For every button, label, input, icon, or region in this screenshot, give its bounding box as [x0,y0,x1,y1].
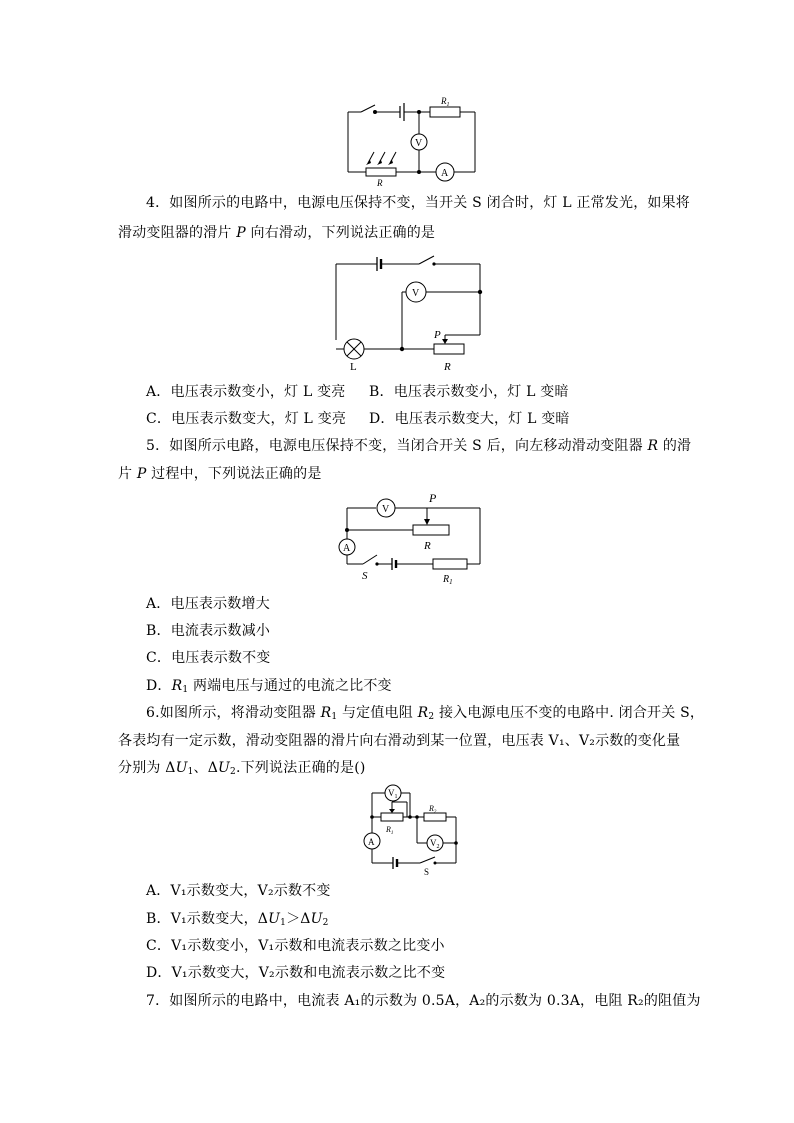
q6-r2-label: $R_2$ [429,804,437,815]
q5-p-label: P [429,491,437,505]
q4-p-label: P [434,329,441,341]
q5-option-c: C．电压表示数不变 [146,650,271,666]
q6-switch-label: S [424,867,430,876]
q6-stem-line1: 6.如图所示，将滑动变阻器 $R_1$ 与定值电阻 $R_2$ 接入电源电压不变的电路中. 闭合开关 S， [146,705,705,722]
q5-voltmeter-label: V [382,504,390,515]
q4-voltmeter-label: V [412,288,420,299]
q6-option-c: C．V₁示数变小，V₁示数和电流表示数之比变小 [146,938,445,954]
fig1-r1-label: $R_1$ [441,96,450,108]
circuit-figure-q5 [335,488,487,584]
q6-stem-line3: 分别为 $\Delta U_1$、$\Delta U_2$.下列说法正确的是() [118,760,366,777]
q7-stem-line1: 7．如图所示的电路中，电流表 A₁的示数为 0.5A，A₂的示数为 0.3A，电阻 R₂的阻值为 [146,993,701,1009]
q4-option-b: B．电压表示数变小，灯 L 变暗 [369,384,569,400]
q4-r-label: R [444,361,451,373]
circuit-figure-q6 [357,780,465,876]
q6-v2-label: $V_2$ [430,838,440,850]
fig1-voltmeter-label: V [415,138,423,149]
q6-option-d: D．V₁示数变大，V₂示数和电流表示数之比不变 [146,965,446,981]
q6-option-b: B．V₁示数变大，$\Delta U_1>\Delta U_2$ [146,911,329,928]
q6-option-a: A．V₁示数变大，V₂示数不变 [146,883,331,899]
q4-option-d: D．电压表示数变大，灯 L 变暗 [369,411,570,427]
q5-r-label: R [424,540,431,552]
q5-stem-line1: 5．如图所示电路，电源电压保持不变，当闭合开关 S 后，向左移动滑动变阻器 R 的滑 [146,438,692,454]
circuit-figure-1 [344,94,480,186]
q5-option-a: A．电压表示数增大 [146,596,270,612]
q5-option-d: D．$R_1$ 两端电压与通过的电流之比不变 [146,678,392,695]
circuit-figure-q4 [330,252,490,374]
q5-ammeter-label: A [343,543,351,554]
q4-option-c: C．电压表示数变大，灯 L 变亮 [146,411,347,427]
q4-option-a: A．电压表示数变小，灯 L 变亮 [146,384,346,400]
q4-stem-line1: 4．如图所示的电路中，电源电压保持不变，当开关 S 闭合时，灯 L 正常发光，如果将 [146,195,690,211]
q4-lamp-label: L [350,361,357,373]
q6-ammeter-label: A [368,837,375,847]
q5-r1-label: $R_1$ [443,574,453,584]
fig1-ammeter-label: A [441,168,449,179]
q6-r1-label: $R_1$ [386,825,394,836]
q6-stem-line2: 各表均有一定示数，滑动变阻器的滑片向右滑动到某一位置，电压表 V₁、V₂示数的变化量 [118,733,681,749]
q6-v1-label: $V_1$ [388,788,398,800]
fig1-r-label: R [377,178,383,186]
q5-switch-label: S [362,570,368,582]
q5-stem-line2: 片 P 过程中，下列说法正确的是 [118,466,322,482]
q5-option-b: B．电流表示数减小 [146,623,271,639]
q4-stem-line2: 滑动变阻器的滑片 P 向右滑动，下列说法正确的是 [118,225,436,241]
